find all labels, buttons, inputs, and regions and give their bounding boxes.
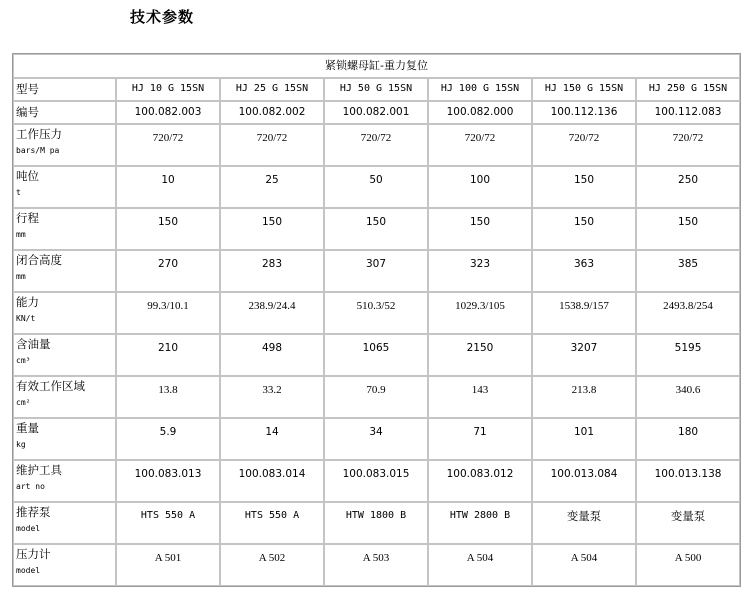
table-caption: 紧锁螺母缸-重力复位 [13, 54, 740, 78]
table-cell: 150 [116, 208, 220, 250]
table-cell: A 501 [116, 544, 220, 586]
table-cell: 510.3/52 [324, 292, 428, 334]
table-cell: HJ 250 G 15SN [636, 78, 740, 101]
table-cell: 100.082.001 [324, 101, 428, 124]
table-cell: HTW 2800 B [428, 502, 532, 544]
table-cell: 10 [116, 166, 220, 208]
table-row-weight [13, 418, 740, 460]
table-cell: HJ 150 G 15SN [532, 78, 636, 101]
table-cell: HTW 1800 B [324, 502, 428, 544]
table-cell: 1538.9/157 [532, 292, 636, 334]
table-cell: HJ 100 G 15SN [428, 78, 532, 101]
table-cell: 150 [428, 208, 532, 250]
table-cell: 100.112.083 [636, 101, 740, 124]
table-cell: 307 [324, 250, 428, 292]
spec-table [12, 53, 741, 587]
table-cell: 变量泵 [532, 502, 636, 544]
table-cell: 100.082.002 [220, 101, 324, 124]
table-cell: 2493.8/254 [636, 292, 740, 334]
row-label-pressure-gauge: 压力计 model [13, 544, 116, 586]
table-cell: 100 [428, 166, 532, 208]
table-cell: 100.013.084 [532, 460, 636, 502]
row-label-oil-volume: 含油量 cm³ [13, 334, 116, 376]
table-cell: 5.9 [116, 418, 220, 460]
table-row-maintenance-tool [13, 460, 740, 502]
page-title: 技术参数 [130, 8, 195, 26]
table-cell: 变量泵 [636, 502, 740, 544]
table-cell: 33.2 [220, 376, 324, 418]
row-label-closed-height: 闭合高度 mm [13, 250, 116, 292]
table-cell: 101 [532, 418, 636, 460]
table-row-capacity [13, 292, 740, 334]
table-cell: 340.6 [636, 376, 740, 418]
row-label-maintenance-tool: 维护工具 art no [13, 460, 116, 502]
table-cell: 238.9/24.4 [220, 292, 324, 334]
table-cell: A 504 [428, 544, 532, 586]
row-label-working-pressure: 工作压力 bars/M pa [13, 124, 116, 166]
table-cell: 100.082.003 [116, 101, 220, 124]
row-label-stroke: 行程 mm [13, 208, 116, 250]
table-cell: 100.083.014 [220, 460, 324, 502]
table-cell: 100.112.136 [532, 101, 636, 124]
table-cell: A 500 [636, 544, 740, 586]
table-row-working-pressure [13, 124, 740, 166]
table-row-pressure-gauge [13, 544, 740, 586]
table-cell: HJ 50 G 15SN [324, 78, 428, 101]
table-cell: 100.083.013 [116, 460, 220, 502]
table-cell: HTS 550 A [220, 502, 324, 544]
table-cell: 385 [636, 250, 740, 292]
table-row-stroke [13, 208, 740, 250]
table-cell: 323 [428, 250, 532, 292]
table-cell: 250 [636, 166, 740, 208]
table-cell: 25 [220, 166, 324, 208]
table-row-recommended-pump [13, 502, 740, 544]
table-cell: A 503 [324, 544, 428, 586]
table-cell: 99.3/10.1 [116, 292, 220, 334]
table-row-tonnage [13, 166, 740, 208]
row-label-model: 型号 [13, 78, 116, 101]
table-cell: 71 [428, 418, 532, 460]
table-cell: 150 [532, 166, 636, 208]
row-label-recommended-pump: 推荐泵 model [13, 502, 116, 544]
table-cell: A 502 [220, 544, 324, 586]
table-cell: 720/72 [220, 124, 324, 166]
table-cell: 720/72 [532, 124, 636, 166]
table-cell: 2150 [428, 334, 532, 376]
table-cell: 150 [220, 208, 324, 250]
table-cell: 498 [220, 334, 324, 376]
table-cell: 270 [116, 250, 220, 292]
table-cell: 210 [116, 334, 220, 376]
table-cell: 150 [532, 208, 636, 250]
table-cell: 1065 [324, 334, 428, 376]
table-cell: 150 [324, 208, 428, 250]
table-cell: 100.083.012 [428, 460, 532, 502]
row-label-capacity: 能力 KN/t [13, 292, 116, 334]
table-caption-row [13, 54, 740, 78]
table-cell: 720/72 [636, 124, 740, 166]
table-cell: 5195 [636, 334, 740, 376]
table-cell: 363 [532, 250, 636, 292]
table-row-closed-height [13, 250, 740, 292]
table-cell: 720/72 [116, 124, 220, 166]
table-cell: 720/72 [324, 124, 428, 166]
table-cell: 100.083.015 [324, 460, 428, 502]
table-cell: 34 [324, 418, 428, 460]
table-row-oil-volume [13, 334, 740, 376]
row-label-tonnage: 吨位 t [13, 166, 116, 208]
table-cell: HTS 550 A [116, 502, 220, 544]
row-label-effective-area: 有效工作区域 cm² [13, 376, 116, 418]
table-cell: 720/72 [428, 124, 532, 166]
table-cell: 1029.3/105 [428, 292, 532, 334]
row-label-weight: 重量 kg [13, 418, 116, 460]
table-cell: HJ 10 G 15SN [116, 78, 220, 101]
table-cell: 14 [220, 418, 324, 460]
table-cell: 213.8 [532, 376, 636, 418]
table-cell: 50 [324, 166, 428, 208]
table-row-part-number [13, 101, 740, 124]
table-cell: 180 [636, 418, 740, 460]
table-cell: 70.9 [324, 376, 428, 418]
table-cell: 100.013.138 [636, 460, 740, 502]
table-cell: 100.082.000 [428, 101, 532, 124]
table-cell: 283 [220, 250, 324, 292]
row-label-part-number: 编号 [13, 101, 116, 124]
table-cell: 13.8 [116, 376, 220, 418]
table-cell: 3207 [532, 334, 636, 376]
table-cell: HJ 25 G 15SN [220, 78, 324, 101]
table-row-model [13, 78, 740, 101]
table-row-effective-area [13, 376, 740, 418]
table-cell: A 504 [532, 544, 636, 586]
table-cell: 143 [428, 376, 532, 418]
table-cell: 150 [636, 208, 740, 250]
